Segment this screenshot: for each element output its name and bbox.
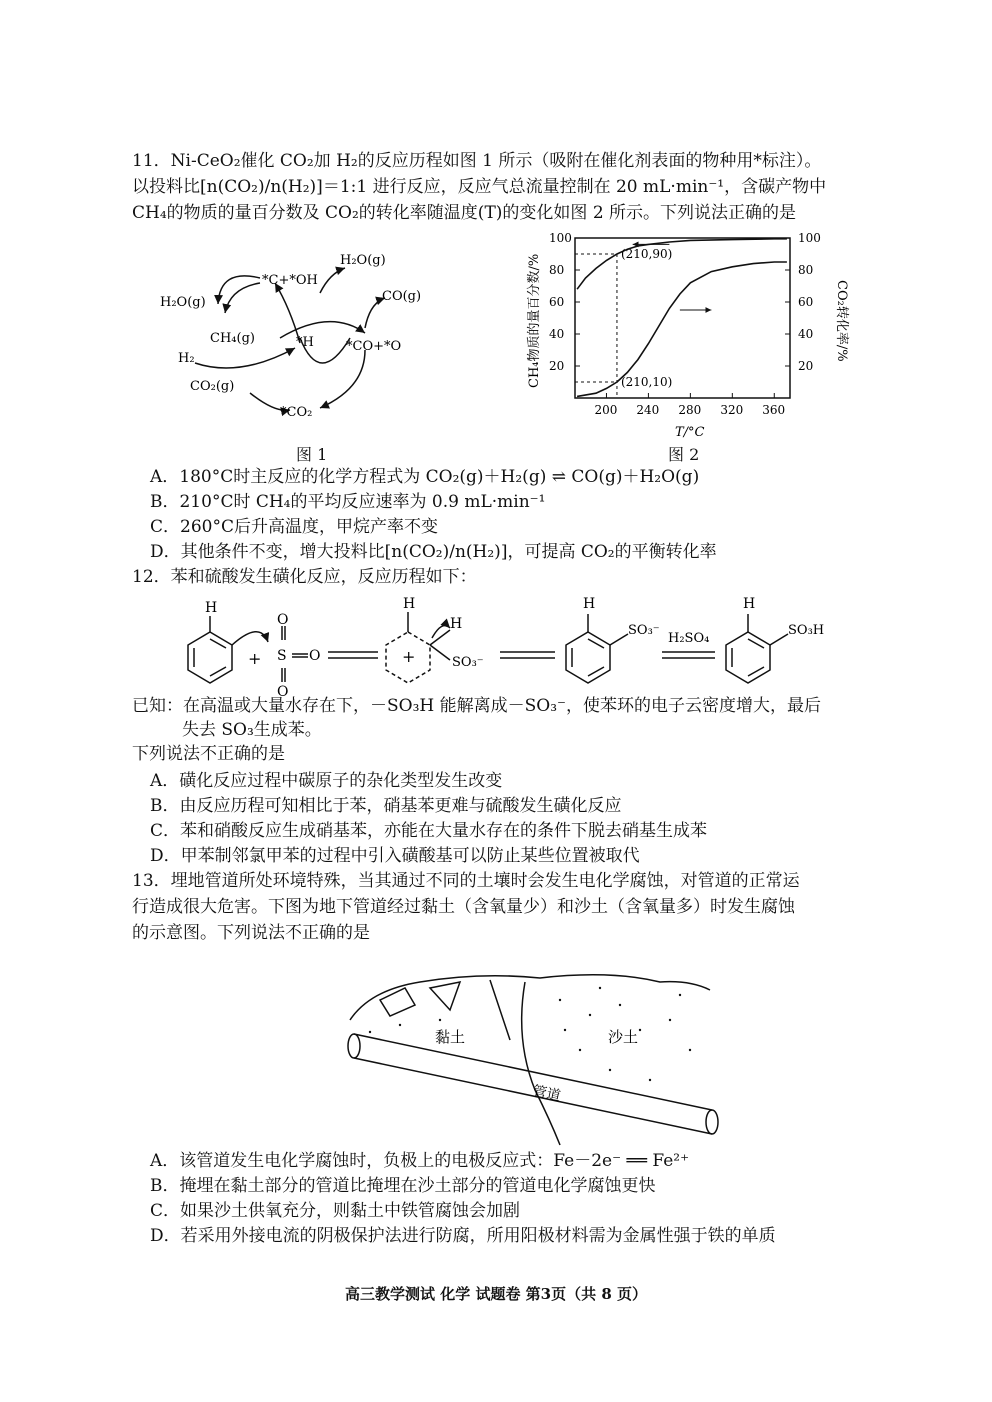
fig1-species-c-oh: *C+*OH: [262, 273, 318, 288]
q13-option-b: B．掩埋在黏土部分的管道比掩埋在沙土部分的管道电化学腐蚀更快: [150, 1176, 656, 1196]
figure1-mechanism: [150, 238, 460, 438]
fig1-species-h2o-left: H₂O(g): [160, 295, 206, 310]
q11-line3: CH₄的物质的量百分数及 CO₂的转化率随温度(T)的变化如图 2 所示。下列说法正确的是: [132, 203, 797, 223]
q13-line3: 的示意图。下列说法不正确的是: [132, 923, 370, 943]
scheme-so3h: SO₃H: [788, 623, 825, 638]
q13-option-c: C．如果沙土供氧充分，则黏土中铁管腐蚀会加剧: [150, 1201, 521, 1221]
x-tick-label-200: 200: [594, 403, 618, 417]
y-tick-label-right-100: 100: [798, 231, 821, 245]
q11-option-d: D．其他条件不变，增大投料比[n(CO₂)/n(H₂)]，可提高 CO₂的平衡转化率: [150, 542, 717, 562]
q11-option-b: B．210°C时 CH₄的平均反应速率为 0.9 mL·min⁻¹: [150, 492, 546, 512]
q13-option-a: A．该管道发生电化学腐蚀时，负极上的电极反应式：Fe－2e⁻ ══ Fe²⁺: [150, 1151, 690, 1171]
x-tick-label-280: 280: [678, 403, 702, 417]
x-tick-label-240: 240: [636, 403, 660, 417]
y-tick-label-left-40: 40: [549, 327, 565, 341]
scheme-o-top: O: [277, 612, 289, 628]
scheme-so3-minus-2: SO₃⁻: [628, 623, 660, 638]
annotation-210-10: (210,10): [620, 375, 673, 389]
fig1-species-ch4: CH₄(g): [210, 331, 255, 346]
q12-option-a: A．磺化反应过程中碳原子的杂化类型发生改变: [150, 771, 503, 791]
q13-pipeline-figure: [340, 960, 740, 1150]
scheme-h2: H: [403, 596, 416, 612]
figure2-chart: [520, 228, 850, 468]
fig1-species-co: CO(g): [382, 289, 422, 304]
q11-option-a: A．180°C时主反应的化学方程式为 CO₂(g)＋H₂(g) ⇌ CO(g)＋H₂O(g): [150, 467, 700, 487]
q12-known-line2: 失去 SO₃生成苯。: [182, 720, 322, 740]
q12-title: 12．苯和硫酸发生磺化反应，反应历程如下：: [132, 567, 477, 587]
x-axis-label: T/°C: [675, 425, 705, 440]
q13-option-d: D．若采用外接电流的阴极保护法进行防腐，所用阳极材料需为金属性强于铁的单质: [150, 1226, 776, 1246]
figure2-caption: 图 2: [668, 445, 700, 464]
scheme-h2so4: H₂SO₄: [668, 631, 710, 646]
scheme-h5: H: [743, 596, 756, 612]
fig1-species-h2: H₂: [178, 351, 195, 366]
q13-line1: 13．埋地管道所处环境特殊，当其通过不同的土壤时会发生电化学腐蚀，对管道的正常运: [132, 871, 800, 891]
figure1-caption: 图 1: [296, 445, 328, 464]
fig1-species-co-o: *CO+*O: [346, 339, 402, 354]
x-tick-label-320: 320: [720, 403, 744, 417]
fig1-species-co2g: CO₂(g): [190, 379, 235, 394]
q12-prompt: 下列说法不正确的是: [132, 744, 285, 764]
scheme-h3: H: [450, 616, 463, 632]
y-tick-label-right-40: 40: [798, 327, 814, 341]
fig1-species-h: *H: [296, 335, 314, 350]
q11-option-c: C．260°C后升高温度，甲烷产率不变: [150, 517, 438, 537]
pipe-label: 管道: [531, 1083, 562, 1105]
scheme-plus-ring: +: [402, 647, 416, 666]
q12-reaction-scheme: [150, 590, 890, 700]
scheme-o-right: O: [309, 648, 321, 664]
q12-known-line1: 已知：在高温或大量水存在下，－SO₃H 能解离成－SO₃⁻，使苯环的电子云密度增大，最后: [132, 696, 821, 716]
q11-line2: 以投料比[n(CO₂)/n(H₂)]＝1:1 进行反应，反应气总流量控制在 20 mL·min⁻¹，含碳产物中: [132, 177, 827, 197]
plot-frame: [575, 238, 790, 398]
scheme-so3-minus-1: SO₃⁻: [452, 655, 484, 670]
y-tick-label-left-20: 20: [549, 359, 565, 373]
q13-line2: 行造成很大危害。下图为地下管道经过黏土（含氧量少）和沙土（含氧量多）时发生腐蚀: [132, 897, 795, 917]
sand-label: 沙土: [608, 1028, 639, 1046]
y-tick-label-right-20: 20: [798, 359, 814, 373]
scheme-h4: H: [583, 596, 596, 612]
fig1-species-h2o-top: H₂O(g): [340, 253, 386, 268]
y-axis-label-right: CO₂转化率/%: [834, 280, 849, 362]
y-tick-label-left-80: 80: [549, 263, 565, 277]
scheme-s: S: [277, 648, 287, 664]
clay-label: 黏土: [435, 1028, 466, 1046]
page-footer: 高三教学测试 化学 试题卷 第3页（共 8 页）: [345, 1285, 647, 1303]
y-tick-label-right-80: 80: [798, 263, 814, 277]
series-line-right: [577, 262, 787, 396]
x-tick-label-360: 360: [762, 403, 786, 417]
y-tick-label-left-60: 60: [549, 295, 565, 309]
y-tick-label-right-60: 60: [798, 295, 814, 309]
q12-option-b: B．由反应历程可知相比于苯，硝基苯更难与硫酸发生磺化反应: [150, 796, 622, 816]
scheme-o-bottom: O: [277, 684, 289, 700]
y-tick-label-left-100: 100: [549, 231, 572, 245]
y-axis-label-left: CH₄物质的量百分数/%: [527, 253, 542, 388]
scheme-h1: H: [205, 600, 218, 616]
fig1-species-co2-ads: *CO₂: [280, 405, 313, 420]
q12-option-c: C．苯和硝酸反应生成硝基苯，亦能在大量水存在的条件下脱去硝基生成苯: [150, 821, 708, 841]
annotation-210-90: (210,90): [620, 247, 673, 261]
q11-line1: 11．Ni-CeO₂催化 CO₂加 H₂的反应历程如图 1 所示（吸附在催化剂表面的物种用*标注）。: [132, 151, 822, 171]
q12-option-d: D．甲苯制邻氯甲苯的过程中引入磺酸基可以防止某些位置被取代: [150, 846, 640, 866]
scheme-plus: +: [248, 649, 262, 668]
